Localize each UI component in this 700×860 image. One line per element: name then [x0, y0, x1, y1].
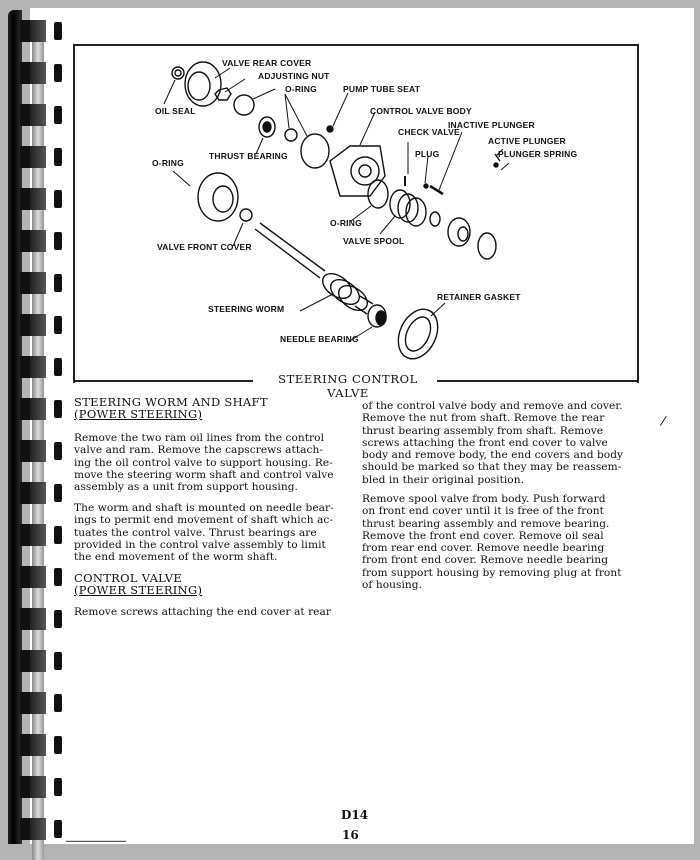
section1-heading: [74, 396, 268, 420]
text-line: screws attaching the front end cover to valve: [362, 436, 608, 449]
label-needle-bearing: NEEDLE BEARING: [280, 334, 359, 344]
label-thrust-bearing: THRUST BEARING: [209, 151, 288, 161]
binding-ring: [20, 146, 64, 168]
binding-ring: [20, 566, 64, 588]
binding-ring: [20, 776, 64, 798]
text-line: thrust bearing assembly from shaft. Remove: [362, 424, 604, 437]
footer-fine-print: ▬▬▬▬▬▬▬▬▬▬▬▬▬▬▬: [66, 838, 126, 843]
section1-title: STEERING WORM AND SHAFT: [74, 395, 268, 409]
spiral-binding: [0, 0, 62, 854]
binding-ring: [20, 650, 64, 672]
end-plug-part: [448, 218, 470, 246]
page-number: 16: [342, 828, 359, 842]
valve-spool-part: [390, 190, 426, 226]
section2-paragraph-1: [74, 606, 331, 618]
section1-subtitle: (POWER STEERING): [74, 407, 203, 421]
section2-heading: [74, 572, 202, 596]
binding-ring: [20, 62, 64, 84]
o-ring-part-1: [234, 95, 254, 115]
label-o-ring-middle: O-RING: [330, 218, 362, 228]
binding-ring: [20, 104, 64, 126]
binding-ring: [20, 692, 64, 714]
section1-paragraph-1: [74, 432, 334, 493]
label-valve-front-cover: VALVE FRONT COVER: [157, 242, 252, 252]
label-plunger-spring: PLUNGER SPRING: [498, 149, 578, 159]
text-line: from support housing by removing plug at front: [362, 566, 622, 579]
binding-ring: [20, 314, 64, 336]
text-line: Remove the two ram oil lines from the control: [74, 432, 325, 444]
needle-bearing-part: [368, 305, 386, 327]
text-line: Remove screws attaching the end cover at rear: [74, 606, 331, 618]
pump-tube-seat-part: [327, 126, 333, 132]
label-pump-tube-seat: PUMP TUBE SEAT: [343, 84, 421, 94]
right-paragraph-1: [362, 400, 623, 486]
text-line: of the control valve body and remove and cover.: [362, 400, 623, 412]
label-adjusting-nut: ADJUSTING NUT: [258, 71, 330, 81]
stray-mark: /: [659, 413, 668, 430]
o-ring-part-5: [430, 212, 440, 226]
label-plug: PLUG: [415, 149, 440, 159]
text-line: thrust bearing assembly and remove bearing.: [362, 517, 610, 530]
diagram-drawing: [75, 46, 635, 376]
text-line: Remove the nut from shaft. Remove the rear: [362, 412, 605, 425]
binding-ring: [20, 482, 64, 504]
right-paragraph-2: [362, 493, 622, 591]
binding-ring: [20, 524, 64, 546]
front-cover-bearing-part: [240, 209, 252, 221]
inactive-plunger-part: [430, 186, 443, 194]
binding-ring: [20, 230, 64, 252]
text-line: from front end cover. Remove needle bearing: [362, 554, 609, 567]
valve-rear-cover-part: [185, 62, 221, 106]
text-line: on front end cover until it is free of the front: [362, 505, 604, 518]
binding-ring: [20, 818, 64, 840]
label-oil-seal: OIL SEAL: [155, 106, 196, 116]
text-line: body and remove body, the end covers and body: [362, 449, 624, 462]
binding-ring: [20, 20, 64, 42]
model-code: D14: [341, 808, 369, 822]
text-line: The worm and shaft is mounted on needle bear-: [74, 502, 334, 514]
text-line: move the steering worm shaft and control valve: [74, 468, 334, 481]
text-line: assembly as a unit from support housing.: [74, 481, 298, 494]
binding-ring: [20, 440, 64, 462]
o-ring-part-6: [478, 233, 496, 259]
oil-seal-part: [172, 67, 184, 79]
section2-subtitle: (POWER STEERING): [74, 583, 203, 597]
text-line: valve and ram. Remove the capscrews attach-: [74, 444, 324, 457]
binding-ring: [20, 356, 64, 378]
frame-rule-right: [437, 380, 637, 382]
valve-front-cover-part: [198, 173, 238, 221]
text-line: the end movement of the worm shaft.: [74, 551, 278, 564]
label-control-valve-body: CONTROL VALVE BODY: [370, 106, 472, 116]
exploded-diagram: [75, 46, 635, 376]
section1-paragraph-2: [74, 502, 334, 563]
binding-spine: [8, 10, 22, 844]
plug-part: [424, 184, 428, 188]
label-inactive-plunger: INACTIVE PLUNGER: [448, 120, 535, 130]
text-line: ing the oil control valve to support housing. Re-: [74, 456, 333, 469]
figure-caption: STEERING CONTROL VALVE: [278, 372, 418, 400]
frame-rule-left: [73, 380, 253, 382]
control-valve-body-part: [330, 146, 385, 196]
text-line: Remove spool valve from body. Push forward: [362, 493, 606, 505]
label-o-ring-top: O-RING: [285, 84, 317, 94]
text-line: tuates the control valve. Thrust bearings are: [74, 526, 317, 539]
binding-ring: [20, 608, 64, 630]
thrust-bearing-part: [259, 117, 275, 137]
label-retainer-gasket: RETAINER GASKET: [437, 292, 521, 302]
label-o-ring-left: O-RING: [152, 158, 184, 168]
section2-title: CONTROL VALVE: [74, 571, 183, 585]
text-line: bled in their original position.: [362, 473, 525, 486]
plunger-spring-part: [494, 163, 498, 167]
text-line: of housing.: [362, 579, 423, 592]
retainer-gasket-part: [391, 303, 446, 365]
text-line: provided in the control valve assembly to limit: [74, 538, 326, 551]
text-line: should be marked so that they may be reassem-: [362, 461, 622, 474]
binding-ring: [20, 398, 64, 420]
label-valve-spool: VALVE SPOOL: [343, 236, 405, 246]
label-steering-worm: STEERING WORM: [208, 304, 285, 314]
binding-ring: [20, 272, 64, 294]
text-line: from rear end cover. Remove needle bearing: [362, 542, 605, 555]
binding-ring: [20, 188, 64, 210]
label-check-valve: CHECK VALVE: [398, 127, 460, 137]
text-line: ings to permit end movement of shaft which ac-: [74, 514, 333, 527]
text-line: Remove the front end cover. Remove oil seal: [362, 529, 604, 542]
label-active-plunger: ACTIVE PLUNGER: [488, 136, 566, 146]
binding-ring: [20, 734, 64, 756]
o-ring-part-3: [301, 134, 329, 168]
o-ring-part-2: [285, 129, 297, 141]
label-valve-rear-cover: VALVE REAR COVER: [222, 58, 312, 68]
